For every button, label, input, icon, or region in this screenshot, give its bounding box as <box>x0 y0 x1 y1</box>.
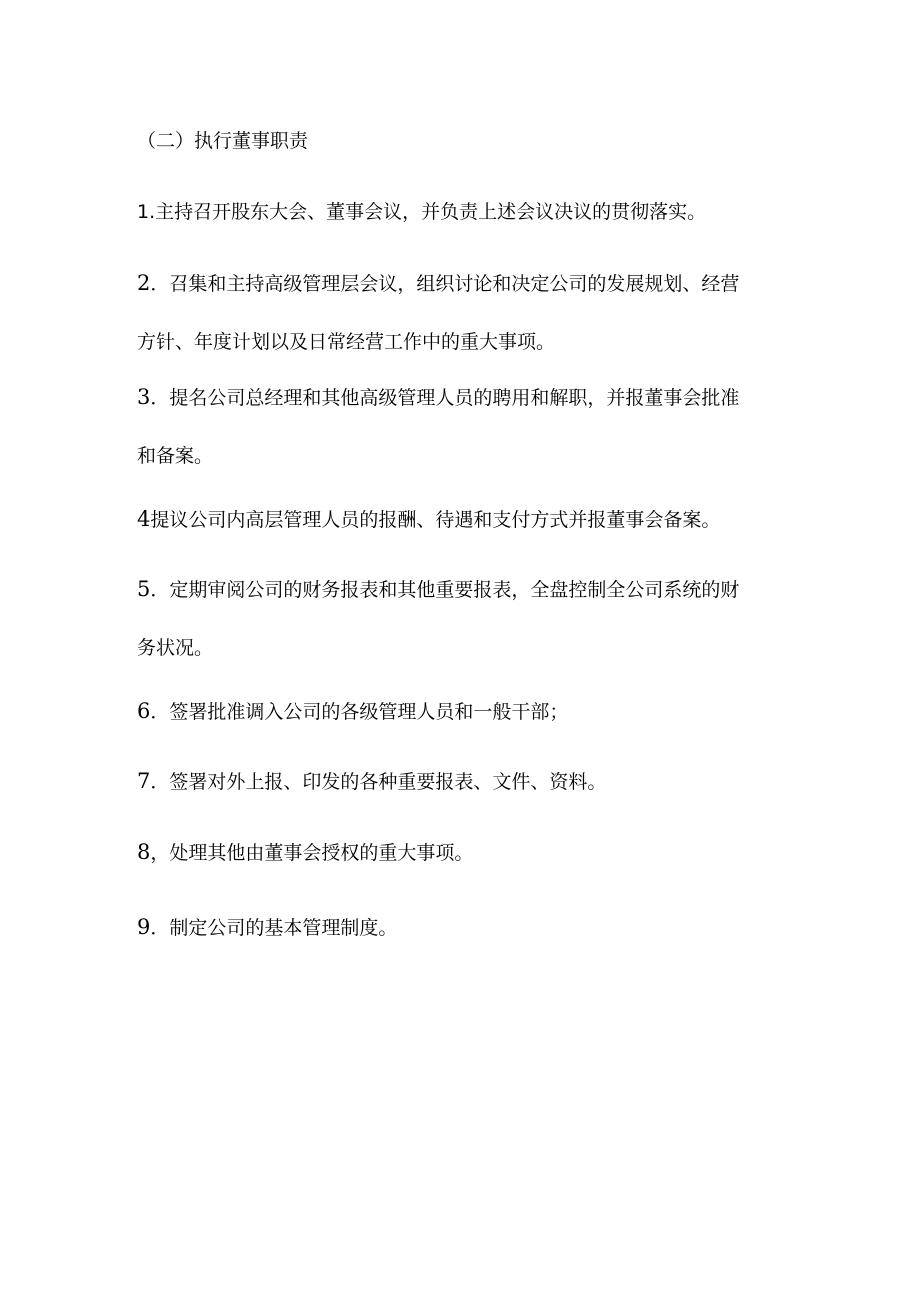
item-text: 务状况。 <box>137 637 214 659</box>
list-item-5 <box>137 560 787 677</box>
item-text: ．召集和主持高级管理层会议，组织讨论和决定公司的发展规划、经营 <box>150 273 740 295</box>
list-item-2 <box>137 254 787 371</box>
item-number: 3 <box>137 385 151 409</box>
list-item-1 <box>137 183 787 241</box>
item-number: 4 <box>137 507 151 531</box>
item-text: 和备案。 <box>137 445 214 467</box>
item-text: ．定期审阅公司的财务报表和其他重要报表，全盘控制全公司系统的财 <box>150 579 740 601</box>
item-text: 方针、年度计划以及日常经营工作中的重大事项。 <box>137 331 556 353</box>
list-item-line <box>137 313 787 371</box>
item-number: 7 <box>137 769 151 793</box>
item-text: ，处理其他由董事会授权的重大事项。 <box>150 842 474 864</box>
section-heading: （二）执行董事职责 <box>137 130 309 152</box>
list-item-8 <box>137 823 787 882</box>
list-item-7 <box>137 752 787 811</box>
item-number: 6 <box>137 699 151 723</box>
item-number: 2 <box>137 271 151 295</box>
list-item-line <box>137 183 787 241</box>
list-item-line <box>137 368 787 427</box>
list-item-3 <box>137 368 787 485</box>
list-item-line <box>137 898 787 957</box>
list-item-line <box>137 254 787 313</box>
list-item-line <box>137 823 787 882</box>
item-text: 提议公司内高层管理人员的报酬、待遇和支付方式并报董事会备案。 <box>150 509 721 531</box>
list-item-4 <box>137 490 787 549</box>
list-item-line <box>137 560 787 619</box>
item-number: 8 <box>137 840 151 864</box>
list-item-line <box>137 427 787 485</box>
item-number: 5 <box>137 577 151 601</box>
list-item-line <box>137 490 787 549</box>
item-number: 9 <box>137 915 151 939</box>
list-item-line <box>137 619 787 677</box>
list-item-9 <box>137 898 787 957</box>
item-text: ．制定公司的基本管理制度。 <box>150 917 398 939</box>
item-number: 1. <box>137 201 156 223</box>
item-text: 主持召开股东大会、董事会议，并负责上述会议决议的贯彻落实。 <box>155 201 707 223</box>
item-text: ．提名公司总经理和其他高级管理人员的聘用和解职，并报董事会批准 <box>150 387 740 409</box>
list-item-line <box>137 752 787 811</box>
item-text: ．签署对外上报、印发的各种重要报表、文件、资料。 <box>150 771 607 793</box>
item-text: ．签署批准调入公司的各级管理人员和一般干部； <box>150 701 569 723</box>
list-item-line <box>137 682 787 741</box>
list-item-6 <box>137 682 787 741</box>
